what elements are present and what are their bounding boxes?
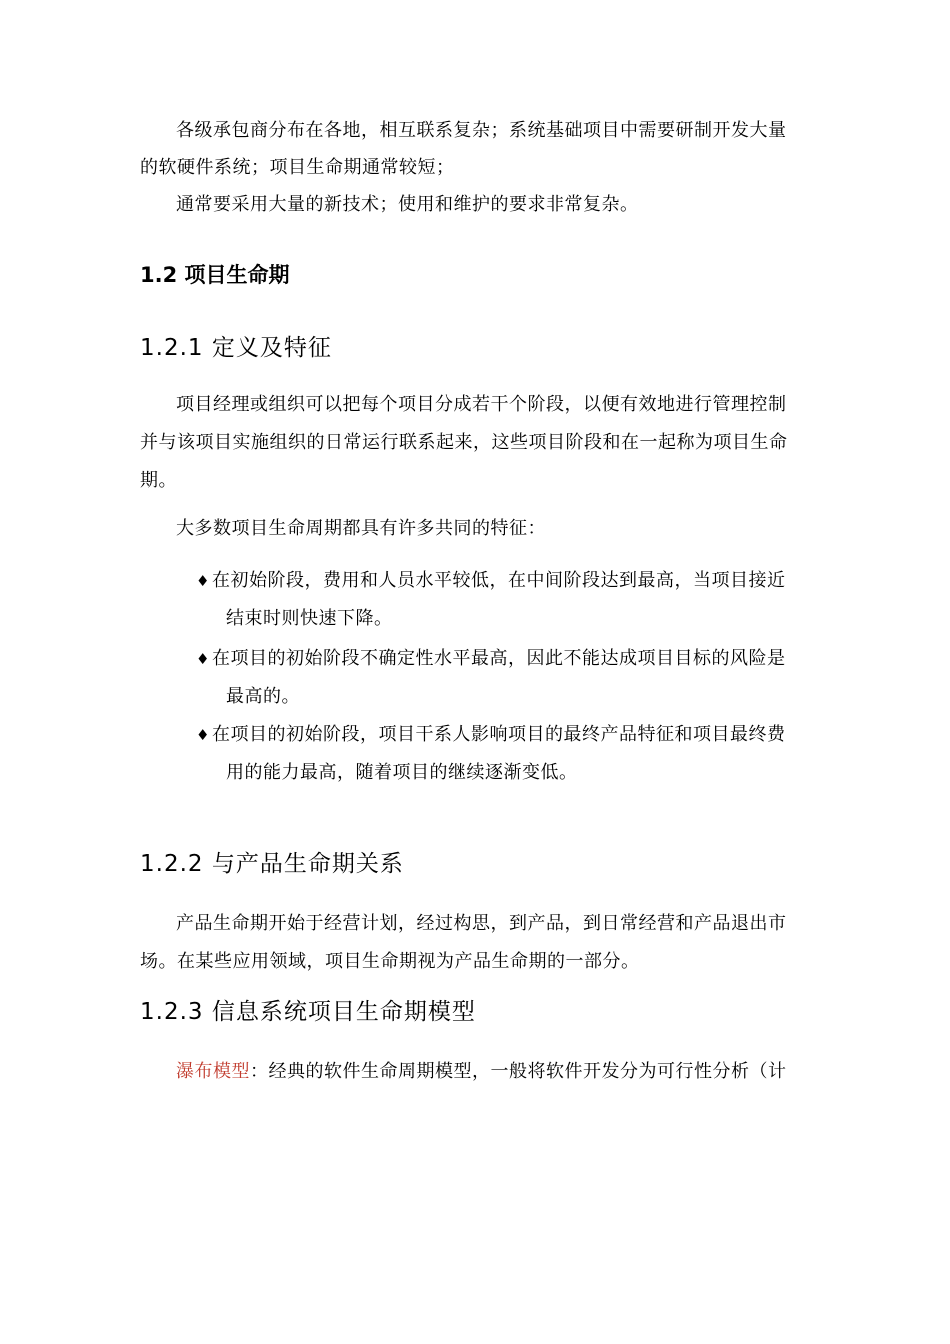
waterfall-desc: ：经典的软件生命周期模型，一般将软件开发分为可行性分析（计 <box>250 1061 787 1082</box>
section-heading-1-2-3: 1.2.3 信息系统项目生命期模型 <box>140 999 476 1025</box>
list-item <box>196 716 808 792</box>
intro-line-2: 的软硬件系统；项目生命期通常较短； <box>140 157 455 178</box>
intro-line-3: 通常要采用大量的新技术；使用和维护的要求非常复杂。 <box>176 194 639 215</box>
definition-line-2: 并与该项目实施组织的日常运行联系起来，这些项目阶段和在一起称为项目生命 <box>140 432 788 453</box>
section-heading-1-2-2: 1.2.2 与产品生命期关系 <box>140 851 404 877</box>
bullet-1-line-2: 结束时则快速下降。 <box>226 608 393 629</box>
diamond-bullet-icon: ♦ <box>196 650 210 668</box>
product-line-2: 场。在某些应用领域，项目生命期视为产品生命期的一部分。 <box>140 951 640 972</box>
section-heading-1-2-1: 1.2.1 定义及特征 <box>140 335 332 361</box>
diamond-bullet-icon: ♦ <box>196 572 210 590</box>
list-item <box>196 640 808 716</box>
bullet-1-line-1: 在初始阶段，费用和人员水平较低，在中间阶段达到最高，当项目接近 <box>212 570 786 591</box>
bullet-2-line-1: 在项目的初始阶段不确定性水平最高，因此不能达成项目目标的风险是 <box>212 648 786 669</box>
waterfall-line <box>176 1055 787 1089</box>
features-lead: 大多数项目生命周期都具有许多共同的特征： <box>176 518 546 539</box>
section-heading-1-2: 1.2 项目生命期 <box>140 263 290 287</box>
bullet-3-line-1: 在项目的初始阶段，项目干系人影响项目的最终产品特征和项目最终费 <box>212 724 786 745</box>
bullet-2-line-2: 最高的。 <box>226 686 300 707</box>
definition-line-1: 项目经理或组织可以把每个项目分成若干个阶段，以便有效地进行管理控制 <box>176 394 787 415</box>
waterfall-term: 瀑布模型 <box>176 1061 250 1082</box>
intro-line-1: 各级承包商分布在各地，相互联系复杂；系统基础项目中需要研制开发大量 <box>176 120 787 141</box>
diamond-bullet-icon: ♦ <box>196 726 210 744</box>
definition-line-3: 期。 <box>140 470 177 491</box>
product-line-1: 产品生命期开始于经营计划，经过构思，到产品，到日常经营和产品退出市 <box>176 913 787 934</box>
bullet-3-line-2: 用的能力最高，随着项目的继续逐渐变低。 <box>226 762 578 783</box>
list-item <box>196 562 808 638</box>
